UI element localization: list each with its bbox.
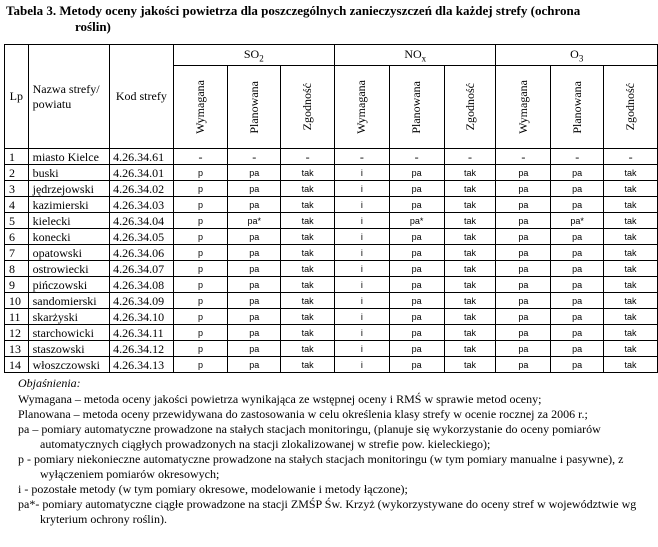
row-zone-name: ostrowiecki [28,261,109,277]
row-lp: 8 [5,261,29,277]
row-method-cell: tak [281,357,335,373]
row-method-cell: pa [228,357,281,373]
row-method-cell: pa [228,261,281,277]
row-method-cell: i [335,245,390,261]
row-method-cell: pa [228,229,281,245]
row-zone-name: pińczowski [28,277,109,293]
row-method-cell: p [173,165,228,181]
row-method-cell: tak [444,197,496,213]
row-method-cell: pa [389,181,444,197]
row-method-cell: pa [496,165,551,181]
row-zone-name: opatowski [28,245,109,261]
row-method-cell: pa [389,261,444,277]
row-method-cell: - [228,149,281,165]
row-method-cell: pa [496,197,551,213]
row-method-cell: p [173,181,228,197]
row-zone-code: 4.26.34.03 [110,197,174,213]
header-zone-code: Kod strefy [110,45,174,149]
row-method-cell: pa [551,245,604,261]
row-method-cell: tak [281,261,335,277]
row-method-cell: tak [281,277,335,293]
row-method-cell: - [496,149,551,165]
subheader-2-2: Zgodność [604,66,658,149]
row-zone-code: 4.26.34.08 [110,277,174,293]
row-method-cell: tak [604,341,658,357]
row-method-cell: i [335,341,390,357]
table-row [5,309,658,325]
row-lp: 9 [5,277,29,293]
row-method-cell: pa [389,277,444,293]
row-lp: 1 [5,149,29,165]
row-lp: 5 [5,213,29,229]
row-zone-name: starchowicki [28,325,109,341]
table-row [5,197,658,213]
row-zone-code: 4.26.34.10 [110,309,174,325]
header-group-o3: $O_3$ [496,45,658,66]
row-method-cell: tak [444,165,496,181]
title-line-2: roślin) [75,19,111,34]
row-method-cell: pa [551,229,604,245]
row-method-cell: i [335,357,390,373]
row-method-cell: tak [604,309,658,325]
row-method-cell: p [173,229,228,245]
row-method-cell: - [604,149,658,165]
row-method-cell: pa* [551,213,604,229]
row-method-cell: tak [444,277,496,293]
row-method-cell: pa [389,357,444,373]
row-method-cell: pa [389,197,444,213]
table-row [5,229,658,245]
table-row [5,181,658,197]
row-method-cell: tak [604,277,658,293]
row-method-cell: pa [389,309,444,325]
row-method-cell: p [173,197,228,213]
row-method-cell: tak [604,245,658,261]
subheader-2-0: Wymagana [496,66,551,149]
row-method-cell: pa [551,261,604,277]
note-planowana: Planowana – metoda oceny przewidywana do zastosowania w celu określenia klasy strefy w ocenie rocznej za 2006 r.; [18,407,588,421]
table-row [5,341,658,357]
row-method-cell: pa [496,277,551,293]
row-method-cell: i [335,309,390,325]
table-row [5,293,658,309]
row-method-cell: i [335,213,390,229]
row-method-cell: p [173,357,228,373]
row-method-cell: tak [444,213,496,229]
row-method-cell: pa [551,165,604,181]
note-p: p - pomiary niekonieczne automatyczne prowadzone na stałych stacjach monitoringu (w tym pomiary manualne i pasywne), z wyłączeniem pomiarów okresowych; [18,452,624,481]
row-method-cell: - [335,149,390,165]
row-method-cell: tak [281,245,335,261]
row-method-cell: p [173,293,228,309]
row-method-cell: tak [281,341,335,357]
row-method-cell: pa [389,229,444,245]
row-method-cell: pa [551,325,604,341]
row-method-cell: pa* [228,213,281,229]
row-method-cell: i [335,293,390,309]
subheader-0-2: Zgodność [281,66,335,149]
row-method-cell: tak [604,213,658,229]
row-lp: 11 [5,309,29,325]
table-title [6,3,646,35]
row-method-cell: tak [444,261,496,277]
row-method-cell: pa [228,277,281,293]
subheader-1-2: Zgodność [444,66,496,149]
row-method-cell: pa [389,293,444,309]
row-method-cell: tak [444,309,496,325]
row-zone-name: buski [28,165,109,181]
row-zone-name: staszowski [28,341,109,357]
row-method-cell: pa [496,229,551,245]
row-zone-code: 4.26.34.13 [110,357,174,373]
row-lp: 13 [5,341,29,357]
row-method-cell: p [173,213,228,229]
row-method-cell: tak [444,181,496,197]
row-method-cell: pa [228,309,281,325]
row-method-cell: pa [228,293,281,309]
row-method-cell: tak [281,213,335,229]
table-row [5,277,658,293]
row-method-cell: tak [281,309,335,325]
row-lp: 10 [5,293,29,309]
row-zone-code: 4.26.34.06 [110,245,174,261]
row-method-cell: - [173,149,228,165]
row-method-cell: tak [281,325,335,341]
row-method-cell: tak [281,181,335,197]
notes-section [18,376,643,527]
row-method-cell: p [173,341,228,357]
header-group-so2: $SO_2$ [173,45,334,66]
row-method-cell: tak [444,357,496,373]
row-method-cell: tak [281,229,335,245]
row-method-cell: p [173,325,228,341]
row-method-cell: tak [604,261,658,277]
row-method-cell: pa [228,341,281,357]
row-method-cell: pa [551,357,604,373]
note-i: i - pozostałe metody (w tym pomiary okresowe, modelowanie i metody łączone); [18,482,408,496]
row-method-cell: pa [496,357,551,373]
row-lp: 3 [5,181,29,197]
row-method-cell: i [335,165,390,181]
row-method-cell: tak [604,293,658,309]
row-method-cell: tak [604,165,658,181]
row-zone-name: sandomierski [28,293,109,309]
table-row [5,149,658,165]
row-zone-code: 4.26.34.01 [110,165,174,181]
row-method-cell: pa [496,341,551,357]
row-method-cell: tak [604,181,658,197]
row-method-cell: pa [389,341,444,357]
row-method-cell: pa [496,325,551,341]
row-method-cell: tak [444,229,496,245]
row-method-cell: pa [551,293,604,309]
row-method-cell: i [335,261,390,277]
row-method-cell: p [173,245,228,261]
row-zone-name: kielecki [28,213,109,229]
row-zone-code: 4.26.34.61 [110,149,174,165]
table-row [5,261,658,277]
row-method-cell: pa [496,293,551,309]
row-method-cell: tak [444,325,496,341]
subheader-1-1: Planowana [389,66,444,149]
row-method-cell: tak [604,229,658,245]
header-group-nox: $NO_x$ [335,45,496,66]
row-method-cell: pa [496,309,551,325]
table-row [5,245,658,261]
row-lp: 7 [5,245,29,261]
row-method-cell: pa [228,325,281,341]
row-method-cell: - [551,149,604,165]
row-zone-name: kazimierski [28,197,109,213]
row-lp: 6 [5,229,29,245]
row-method-cell: tak [444,293,496,309]
row-method-cell: i [335,197,390,213]
row-method-cell: - [444,149,496,165]
row-lp: 4 [5,197,29,213]
subheader-0-1: Planowana [228,66,281,149]
table-row [5,165,658,181]
row-zone-code: 4.26.34.02 [110,181,174,197]
table-row [5,325,658,341]
note-wymagana: Wymagana – metoda oceny jakości powietrza wynikająca ze wstępnej oceny i RMŚ w sprawie metod oceny; [18,392,542,406]
row-method-cell: pa [551,197,604,213]
row-method-cell: pa [228,197,281,213]
row-method-cell: pa [389,245,444,261]
row-method-cell: i [335,277,390,293]
row-method-cell: i [335,229,390,245]
row-zone-code: 4.26.34.07 [110,261,174,277]
row-method-cell: tak [281,197,335,213]
row-method-cell: pa [551,309,604,325]
subheader-2-1: Planowana [551,66,604,149]
row-zone-code: 4.26.34.09 [110,293,174,309]
row-method-cell: pa [389,325,444,341]
row-lp: 2 [5,165,29,181]
row-method-cell: tak [604,197,658,213]
row-zone-name: jędrzejowski [28,181,109,197]
note-pa-star: pa*- pomiary automatyczne ciągłe prowadzone na stacji ZMŚP Św. Krzyż (wykorzystywane do oceny stref w województwie wg kryterium ochrony roślin). [18,497,637,526]
row-method-cell: - [281,149,335,165]
row-method-cell: pa [389,165,444,181]
row-method-cell: tak [281,165,335,181]
row-method-cell: - [389,149,444,165]
subheader-0-0: Wymagana [173,66,228,149]
row-zone-code: 4.26.34.11 [110,325,174,341]
subheader-1-0: Wymagana [335,66,390,149]
row-lp: 12 [5,325,29,341]
row-method-cell: tak [281,293,335,309]
row-method-cell: pa [551,341,604,357]
row-method-cell: pa [496,245,551,261]
row-zone-name: skarżyski [28,309,109,325]
row-zone-code: 4.26.34.04 [110,213,174,229]
table-row [5,213,658,229]
row-method-cell: i [335,325,390,341]
title-line-1: Tabela 3. Metody oceny jakości powietrza dla poszczególnych zanieczyszczeń dla każdej strefy (ochrona [6,3,581,18]
header-zone-name: Nazwa strefy/ powiatu [28,45,109,149]
header-lp: Lp [5,45,29,149]
row-method-cell: pa [551,181,604,197]
table-row [5,357,658,373]
row-zone-code: 4.26.34.05 [110,229,174,245]
row-method-cell: tak [444,245,496,261]
row-method-cell: i [335,181,390,197]
row-method-cell: pa [228,245,281,261]
table-body [5,149,658,373]
air-quality-methods-table [4,44,658,373]
row-method-cell: p [173,261,228,277]
row-zone-name: konecki [28,229,109,245]
notes-heading: Objaśnienia: [18,376,81,390]
row-method-cell: p [173,309,228,325]
row-zone-name: włoszczowski [28,357,109,373]
row-lp: 14 [5,357,29,373]
row-zone-code: 4.26.34.12 [110,341,174,357]
note-pa: pa – pomiary automatyczne prowadzone na stałych stacjach monitoringu, (planuje się wykorzystanie do oceny pomiarów automatycznych ciągłych prowadzonych na stacji zlokalizowanej w strefie pow. kieleckiego); [18,422,601,451]
row-method-cell: pa [496,261,551,277]
row-method-cell: pa [551,277,604,293]
row-method-cell: tak [444,341,496,357]
row-method-cell: pa* [389,213,444,229]
row-method-cell: pa [228,181,281,197]
row-method-cell: tak [604,357,658,373]
row-method-cell: tak [604,325,658,341]
row-method-cell: pa [228,165,281,181]
row-method-cell: p [173,277,228,293]
row-method-cell: pa [496,181,551,197]
row-method-cell: pa [496,213,551,229]
row-zone-name: miasto Kielce [28,149,109,165]
